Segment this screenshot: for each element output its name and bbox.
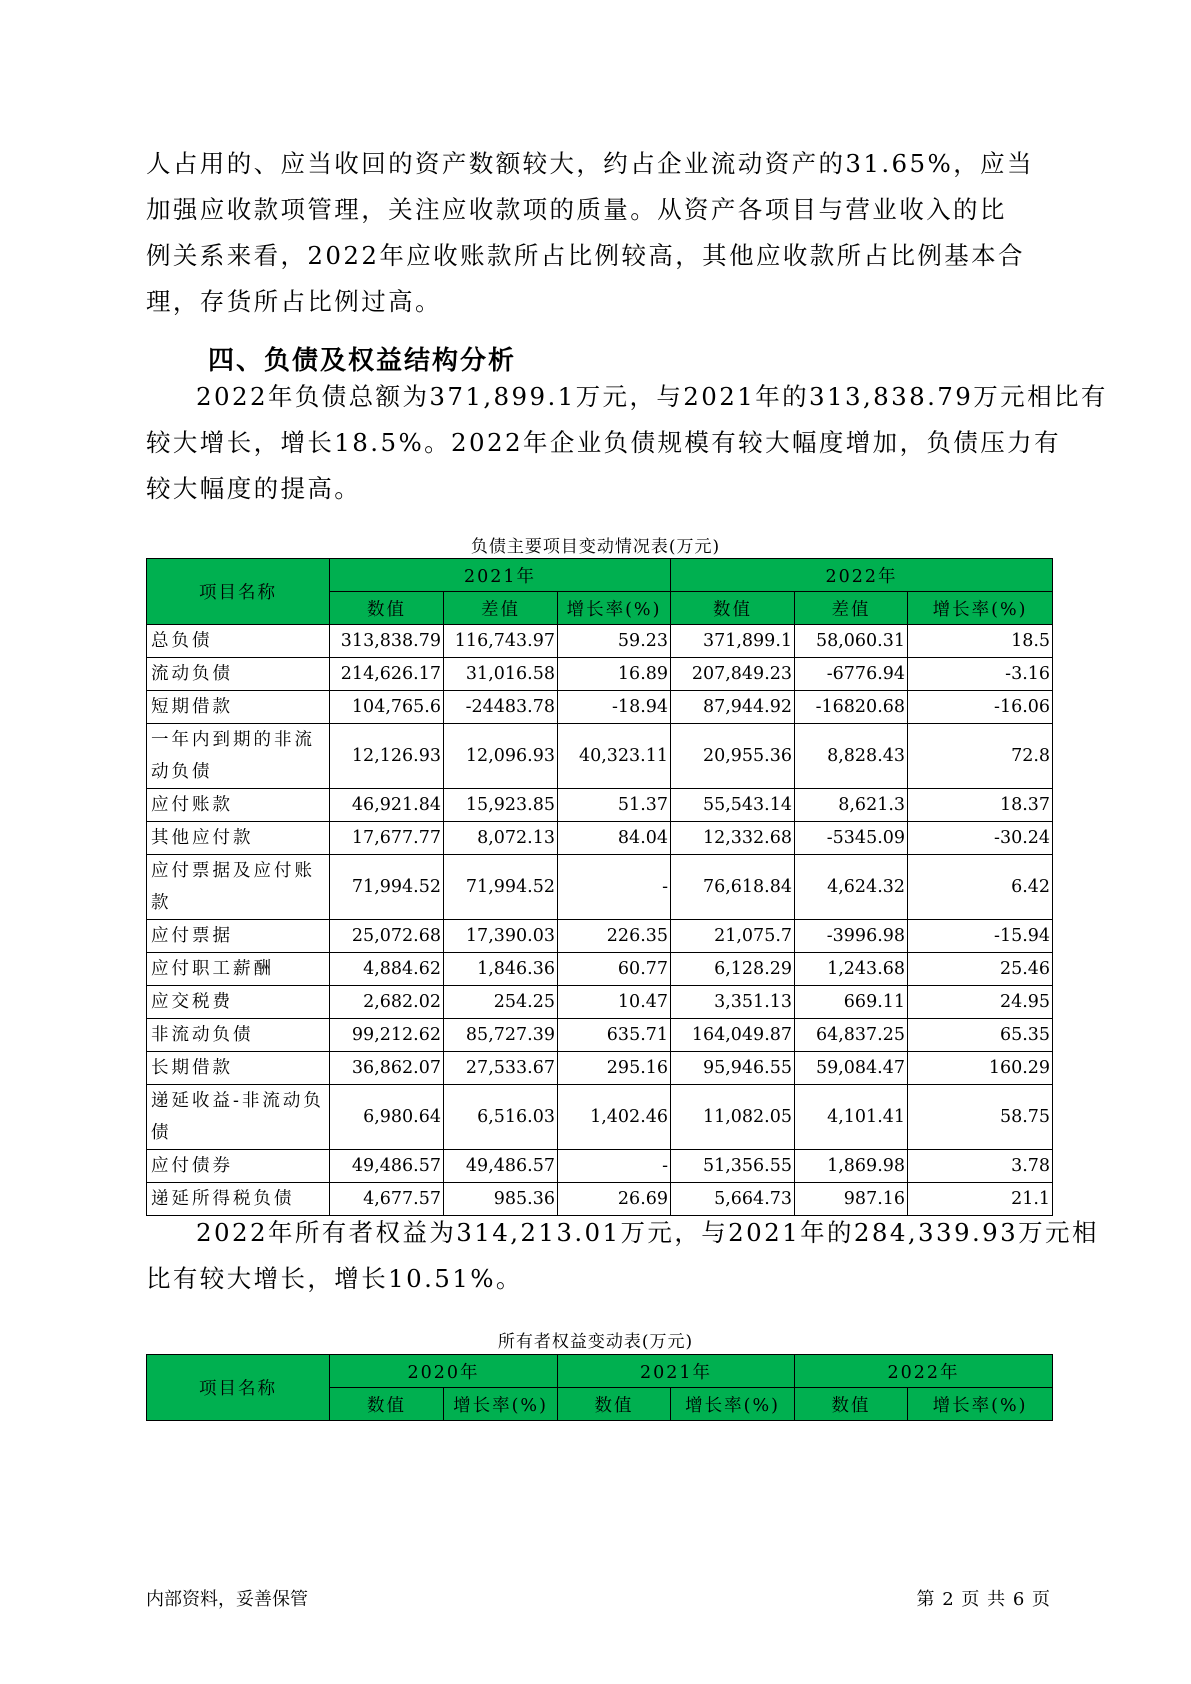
column-header-name: 项目名称	[147, 559, 330, 625]
table-cell: 5,664.73	[671, 1183, 795, 1216]
column-header: 增长率(%)	[671, 1388, 795, 1421]
table-cell: 6,516.03	[444, 1085, 558, 1150]
row-label: 应付职工薪酬	[147, 953, 330, 986]
column-header: 增长率(%)	[908, 592, 1053, 625]
table-cell: -16820.68	[795, 691, 908, 724]
table-cell: 72.8	[908, 724, 1053, 789]
table-cell: 25,072.68	[330, 920, 444, 953]
row-label: 递延所得税负债	[147, 1183, 330, 1216]
column-header: 数值	[330, 1388, 444, 1421]
table-cell: 985.36	[444, 1183, 558, 1216]
table-cell: 71,994.52	[444, 855, 558, 920]
table-cell: 6.42	[908, 855, 1053, 920]
table-cell: 207,849.23	[671, 658, 795, 691]
column-header-name: 项目名称	[147, 1355, 330, 1421]
year-header: 2020年	[330, 1355, 558, 1388]
row-label: 应付账款	[147, 789, 330, 822]
column-header: 差值	[444, 592, 558, 625]
footer-page-number: 第 2 页 共 6 页	[916, 1589, 1051, 1610]
row-label: 其他应付款	[147, 822, 330, 855]
table-cell: -15.94	[908, 920, 1053, 953]
table-cell: 16.89	[558, 658, 671, 691]
table-cell: -	[558, 855, 671, 920]
table-cell: 49,486.57	[330, 1150, 444, 1183]
row-label: 短期借款	[147, 691, 330, 724]
table-cell: 1,869.98	[795, 1150, 908, 1183]
table-cell: 3.78	[908, 1150, 1053, 1183]
table-cell: 27,533.67	[444, 1052, 558, 1085]
table-cell: 51,356.55	[671, 1150, 795, 1183]
table-cell: 58.75	[908, 1085, 1053, 1150]
row-label: 递延收益-非流动负债	[147, 1085, 330, 1150]
table-cell: 58,060.31	[795, 625, 908, 658]
equity-line: 2022年所有者权益为314,213.01万元，与2021年的284,339.93万元相	[196, 1218, 1099, 1247]
table-cell: -30.24	[908, 822, 1053, 855]
table-cell: 1,402.46	[558, 1085, 671, 1150]
table-cell: 24.95	[908, 986, 1053, 1019]
intro-line: 加强应收款项管理，关注应收款项的质量。从资产各项目与营业收入的比	[146, 195, 1007, 224]
table-cell: 87,944.92	[671, 691, 795, 724]
table-cell: 116,743.97	[444, 625, 558, 658]
liability-table-caption: 负债主要项目变动情况表(万元)	[470, 537, 721, 557]
table-cell: 635.71	[558, 1019, 671, 1052]
row-label: 应交税费	[147, 986, 330, 1019]
table-cell: 295.16	[558, 1052, 671, 1085]
table-row	[147, 1019, 1053, 1052]
table-cell: -6776.94	[795, 658, 908, 691]
equity-line: 比有较大增长，增长10.51%。	[146, 1264, 523, 1293]
table-cell: 8,621.3	[795, 789, 908, 822]
section-heading: 四、负债及权益结构分析	[208, 346, 517, 376]
table-cell: 60.77	[558, 953, 671, 986]
table-cell: 36,862.07	[330, 1052, 444, 1085]
table-cell: 26.69	[558, 1183, 671, 1216]
table-cell: 12,126.93	[330, 724, 444, 789]
table-cell: 18.5	[908, 625, 1053, 658]
column-header: 增长率(%)	[908, 1388, 1053, 1421]
table-cell: 31,016.58	[444, 658, 558, 691]
row-label: 总负债	[147, 625, 330, 658]
table-cell: 164,049.87	[671, 1019, 795, 1052]
column-header: 差值	[795, 592, 908, 625]
column-header: 数值	[795, 1388, 908, 1421]
row-label: 长期借款	[147, 1052, 330, 1085]
table-cell: 2,682.02	[330, 986, 444, 1019]
table-cell: 20,955.36	[671, 724, 795, 789]
table-cell: 6,128.29	[671, 953, 795, 986]
table-cell: 55,543.14	[671, 789, 795, 822]
table-cell: 4,624.32	[795, 855, 908, 920]
table-cell: 76,618.84	[671, 855, 795, 920]
table-cell: -5345.09	[795, 822, 908, 855]
footer-confidential-note: 内部资料，妥善保管	[146, 1589, 308, 1610]
table-cell: 4,101.41	[795, 1085, 908, 1150]
table-row	[147, 658, 1053, 691]
table-cell: -	[558, 1150, 671, 1183]
liability-table	[146, 558, 1053, 1216]
table-cell: 1,846.36	[444, 953, 558, 986]
table-cell: 4,677.57	[330, 1183, 444, 1216]
table-cell: 11,082.05	[671, 1085, 795, 1150]
table-cell: 18.37	[908, 789, 1053, 822]
table-row	[147, 1085, 1053, 1150]
table-cell: -3.16	[908, 658, 1053, 691]
table-cell: 51.37	[558, 789, 671, 822]
row-label: 一年内到期的非流动负债	[147, 724, 330, 789]
table-cell: 226.35	[558, 920, 671, 953]
equity-paragraph	[146, 1210, 1099, 1302]
table-cell: 64,837.25	[795, 1019, 908, 1052]
row-label: 非流动负债	[147, 1019, 330, 1052]
table-cell: -3996.98	[795, 920, 908, 953]
table-cell: 25.46	[908, 953, 1053, 986]
row-label: 流动负债	[147, 658, 330, 691]
liability-line: 较大幅度的提高。	[146, 474, 362, 503]
table-cell: 65.35	[908, 1019, 1053, 1052]
table-cell: -18.94	[558, 691, 671, 724]
table-cell: 104,765.6	[330, 691, 444, 724]
table-cell: 3,351.13	[671, 986, 795, 1019]
liability-paragraph	[146, 374, 1108, 512]
table-row	[147, 1150, 1053, 1183]
intro-line: 理，存货所占比例过高。	[146, 287, 442, 316]
table-row	[147, 953, 1053, 986]
column-header: 增长率(%)	[558, 592, 671, 625]
table-cell: 99,212.62	[330, 1019, 444, 1052]
table-cell: 254.25	[444, 986, 558, 1019]
table-row	[147, 724, 1053, 789]
table-cell: 85,727.39	[444, 1019, 558, 1052]
liability-line: 2022年负债总额为371,899.1万元，与2021年的313,838.79万元相比有	[196, 382, 1108, 411]
liability-line: 较大增长，增长18.5%。2022年企业负债规模有较大幅度增加，负债压力有	[146, 428, 1061, 457]
table-row	[147, 855, 1053, 920]
liability-table-body	[147, 625, 1053, 1216]
column-header: 数值	[330, 592, 444, 625]
table-cell: 21,075.7	[671, 920, 795, 953]
table-cell: -24483.78	[444, 691, 558, 724]
table-cell: 4,884.62	[330, 953, 444, 986]
table-row	[147, 986, 1053, 1019]
equity-table	[146, 1354, 1053, 1421]
table-cell: 6,980.64	[330, 1085, 444, 1150]
year-header: 2021年	[558, 1355, 795, 1388]
table-cell: 15,923.85	[444, 789, 558, 822]
intro-line: 例关系来看，2022年应收账款所占比例较高，其他应收款所占比例基本合	[146, 241, 1025, 270]
table-cell: 12,332.68	[671, 822, 795, 855]
intro-paragraph	[146, 141, 1046, 325]
table-cell: 987.16	[795, 1183, 908, 1216]
table-cell: 10.47	[558, 986, 671, 1019]
table-cell: 8,828.43	[795, 724, 908, 789]
year-header: 2022年	[671, 559, 1053, 592]
table-row	[147, 822, 1053, 855]
equity-table-caption: 所有者权益变动表(万元)	[497, 1332, 694, 1352]
table-cell: 17,390.03	[444, 920, 558, 953]
table-cell: 8,072.13	[444, 822, 558, 855]
table-cell: 49,486.57	[444, 1150, 558, 1183]
row-label: 应付债券	[147, 1150, 330, 1183]
table-cell: 160.29	[908, 1052, 1053, 1085]
column-header: 数值	[671, 592, 795, 625]
table-cell: 1,243.68	[795, 953, 908, 986]
table-cell: -16.06	[908, 691, 1053, 724]
table-cell: 17,677.77	[330, 822, 444, 855]
table-cell: 71,994.52	[330, 855, 444, 920]
intro-line: 人占用的、应当收回的资产数额较大，约占企业流动资产的31.65%，应当	[146, 149, 1034, 178]
table-row	[147, 789, 1053, 822]
table-cell: 21.1	[908, 1183, 1053, 1216]
table-cell: 59,084.47	[795, 1052, 908, 1085]
year-header: 2021年	[330, 559, 671, 592]
table-cell: 12,096.93	[444, 724, 558, 789]
table-cell: 313,838.79	[330, 625, 444, 658]
table-cell: 371,899.1	[671, 625, 795, 658]
year-header: 2022年	[795, 1355, 1053, 1388]
row-label: 应付票据及应付账款	[147, 855, 330, 920]
table-cell: 59.23	[558, 625, 671, 658]
table-row	[147, 625, 1053, 658]
table-cell: 214,626.17	[330, 658, 444, 691]
row-label: 应付票据	[147, 920, 330, 953]
table-cell: 95,946.55	[671, 1052, 795, 1085]
table-row	[147, 920, 1053, 953]
table-cell: 669.11	[795, 986, 908, 1019]
table-cell: 46,921.84	[330, 789, 444, 822]
table-row	[147, 691, 1053, 724]
table-row	[147, 1052, 1053, 1085]
table-cell: 84.04	[558, 822, 671, 855]
column-header: 增长率(%)	[444, 1388, 558, 1421]
column-header: 数值	[558, 1388, 671, 1421]
table-cell: 40,323.11	[558, 724, 671, 789]
